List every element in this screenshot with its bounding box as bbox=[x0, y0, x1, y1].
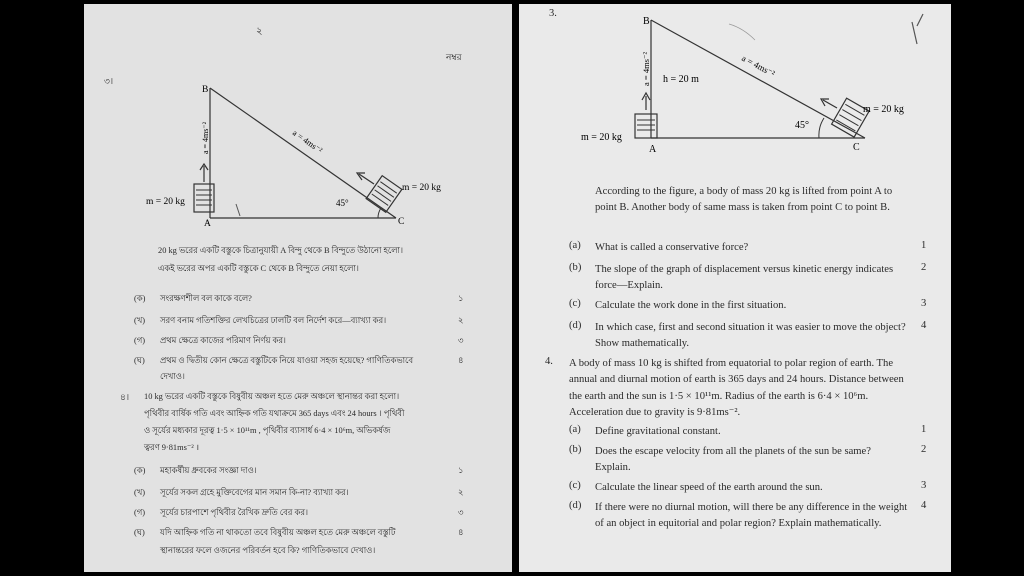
q4-stem-line: পৃথিবীর বার্ষিক গতি এবং আহ্নিক গতি যথাক্রমে 365 days এবং 24 hours । পৃথিবী bbox=[144, 409, 405, 418]
q3-part-marks: ৪ bbox=[458, 355, 464, 365]
q4-part-marks: 3 bbox=[921, 480, 927, 491]
q4-stem-line: 10 kg ভরের একটি বস্তুকে বিষুবীয় অঞ্চল হতে মেরু অঞ্চলে স্থানান্তর করা হলো। bbox=[144, 392, 400, 401]
q3-stem-line: 20 kg ভরের একটি বস্তুকে চিত্রানুযায়ী A বিন্দু থেকে B বিন্দুতে উঠানো হলো। bbox=[158, 246, 403, 255]
mass-block-left bbox=[194, 184, 214, 212]
q4-part-text-cont: স্থানান্তরের ফলে ওজনের পরিবর্তন হবে কি? গাণিতিকভাবে দেখাও। bbox=[160, 546, 376, 555]
q3-part-label: (ক) bbox=[134, 294, 146, 303]
q4-part-text: If there were no diurnal motion, will there be any difference in the weight of an object in equitorial and polar region? Explain mathematically. bbox=[595, 502, 908, 530]
page-number: ২ bbox=[256, 26, 263, 37]
q4-part-label: (d) bbox=[569, 500, 582, 511]
q4-part-text: সূর্যের সকল গ্রহে মুক্তিবেগের মান সমান কি-না? ব্যাখ্যা কর। bbox=[160, 488, 349, 497]
right-diagram bbox=[519, 4, 951, 164]
right-page bbox=[519, 4, 951, 572]
q4-part-label: (ক) bbox=[134, 466, 146, 475]
q4-stem-line: ও সূর্যের মধ্যকার দূরত্ব 1·5 × 10¹¹m , পৃথিবীর ব্যাসার্ধ 6·4 × 10⁶m, অভিকর্ষজ bbox=[144, 426, 391, 435]
q4-part-text: সূর্যের চারপাশে পৃথিবীর রৈখিক দ্রুতি বের কর। bbox=[160, 508, 308, 517]
q3-part-text: What is called a conservative force? bbox=[595, 242, 749, 253]
q3-part-text: সংরক্ষণশীল বল কাকে বলে? bbox=[160, 294, 252, 303]
q3-part-marks: 3 bbox=[921, 298, 927, 309]
accel-slope-label: a = 4ms⁻² bbox=[740, 52, 777, 79]
label-C: C bbox=[398, 217, 405, 227]
q3-part-label: (খ) bbox=[134, 316, 146, 325]
q4-part-marks: 2 bbox=[921, 444, 927, 455]
q3-number: ৩। bbox=[104, 76, 114, 86]
q4-number: ৪। bbox=[120, 392, 130, 402]
label-A: A bbox=[204, 219, 211, 229]
mass-block-left bbox=[635, 114, 657, 138]
q4-part-label: (b) bbox=[569, 444, 582, 455]
q4-part-marks: 4 bbox=[921, 500, 927, 511]
q3-number: 3. bbox=[549, 8, 557, 19]
q3-part-label: (d) bbox=[569, 320, 582, 331]
q4-part-marks: 1 bbox=[921, 424, 927, 435]
q3-part-text: The slope of the graph of displacement versus kinetic energy indicates force—Explain. bbox=[595, 264, 894, 292]
left-diagram bbox=[84, 4, 512, 244]
q4-part-text: মহাকর্ষীয় ধ্রুবকের সংজ্ঞা দাও। bbox=[160, 466, 257, 475]
q3-part-label: (a) bbox=[569, 240, 581, 251]
q4-part-marks: ২ bbox=[458, 487, 464, 497]
mass-left-label: m = 20 kg bbox=[581, 132, 622, 143]
mass-block-right bbox=[366, 176, 402, 213]
accel-vertical-label: a = 4ms⁻² bbox=[641, 51, 651, 86]
q3-part-marks: ১ bbox=[458, 293, 464, 303]
q4-part-marks: ৩ bbox=[458, 507, 464, 517]
q4-part-text: Define gravitational constant. bbox=[595, 426, 721, 437]
q4-stem-line: ত্বরণ 9·81ms⁻² । bbox=[144, 443, 200, 452]
q4-part-label: (গ) bbox=[134, 508, 146, 517]
q3-part-text: Calculate the work done in the first situation. bbox=[595, 300, 787, 311]
angle-arc bbox=[819, 118, 824, 138]
q3-part-marks: 4 bbox=[921, 320, 927, 331]
q3-part-label: (গ) bbox=[134, 336, 146, 345]
slope-side bbox=[210, 88, 396, 218]
height-label: h = 20 m bbox=[663, 74, 699, 85]
q3-part-marks: 1 bbox=[921, 240, 927, 251]
q4-part-label: (ঘ) bbox=[134, 528, 145, 537]
q4-part-label: (খ) bbox=[134, 488, 146, 497]
q3-part-marks: ৩ bbox=[458, 335, 464, 345]
q3-part-label: (ঘ) bbox=[134, 356, 145, 365]
q4-part-label: (c) bbox=[569, 480, 581, 491]
accel-slope-label: a = 4ms⁻² bbox=[290, 127, 325, 156]
q3-part-text: In which case, first and second situation it was easier to move the object? Show mathematically. bbox=[595, 322, 906, 350]
q3-part-text: প্রথম ক্ষেত্রে কাজের পরিমাণ নির্ণয় কর। bbox=[160, 336, 286, 345]
angle-arc bbox=[378, 208, 381, 218]
q3-part-text: সরণ বনাম গতিশক্তির লেখচিত্রের ঢালটি বল নির্দেশ করে—ব্যাখ্যা কর। bbox=[160, 316, 387, 325]
q3-stem-line: একই ভরের অপর একটি বস্তুকে C থেকে B বিন্দুতে নেয়া হলো। bbox=[158, 264, 359, 273]
q4-part-marks: ১ bbox=[458, 465, 464, 475]
q4-stem: A body of mass 10 kg is shifted from equatorial to polar region of earth. The annual and diurnal motion of earth is 365 days and 24 hours. Distance between the earth and the sun is 1·5 × 10¹¹m. Radius of the earth is 6·4 × 10⁶m. Acceleration due to gravity is 9·81ms⁻². bbox=[569, 358, 904, 419]
mass-right-label: m = 20 kg bbox=[402, 183, 441, 193]
q4-part-marks: ৪ bbox=[458, 527, 464, 537]
mass-left-label: m = 20 kg bbox=[146, 197, 185, 207]
mass-right-label: m = 20 kg bbox=[863, 104, 904, 115]
pen-mark bbox=[912, 14, 923, 44]
q4-number: 4. bbox=[545, 356, 553, 367]
q4-part-label: (a) bbox=[569, 424, 581, 435]
q3-part-marks: 2 bbox=[921, 262, 927, 273]
q3-part-label: (b) bbox=[569, 262, 582, 273]
accel-vertical-label: a = 4ms⁻² bbox=[201, 121, 210, 154]
q4-part-text: Does the escape velocity from all the planets of the sun be same? Explain. bbox=[595, 446, 871, 474]
label-C: C bbox=[853, 142, 860, 153]
q3-part-label: (c) bbox=[569, 298, 581, 309]
q4-part-text: Calculate the linear speed of the earth around the sun. bbox=[595, 482, 823, 493]
label-B: B bbox=[643, 16, 650, 27]
marks-header: নম্বর bbox=[446, 52, 462, 62]
label-B: B bbox=[202, 85, 209, 95]
angle-label: 45° bbox=[795, 120, 809, 131]
angle-label: 45° bbox=[336, 198, 349, 208]
label-A: A bbox=[649, 144, 657, 155]
q3-part-text: প্রথম ও দ্বিতীয় কোন ক্ষেত্রে বস্তুটিকে নিয়ে যাওয়া সহজ হয়েছে? গাণিতিকভাবে bbox=[160, 356, 414, 365]
q4-part-text: যদি আহ্নিক গতি না থাকতো তবে বিষুবীয় অঞ্চল হতে মেরু অঞ্চলে বস্তুটি bbox=[160, 528, 396, 537]
left-page bbox=[84, 4, 512, 572]
q3-part-text-cont: দেখাও। bbox=[160, 372, 185, 381]
q3-part-marks: ২ bbox=[458, 315, 464, 325]
arrow-slope-icon bbox=[823, 100, 837, 108]
q3-stem: According to the figure, a body of mass 20 kg is lifted from point A to point B. Another body of same mass is taken from point C to point B. bbox=[595, 186, 893, 214]
